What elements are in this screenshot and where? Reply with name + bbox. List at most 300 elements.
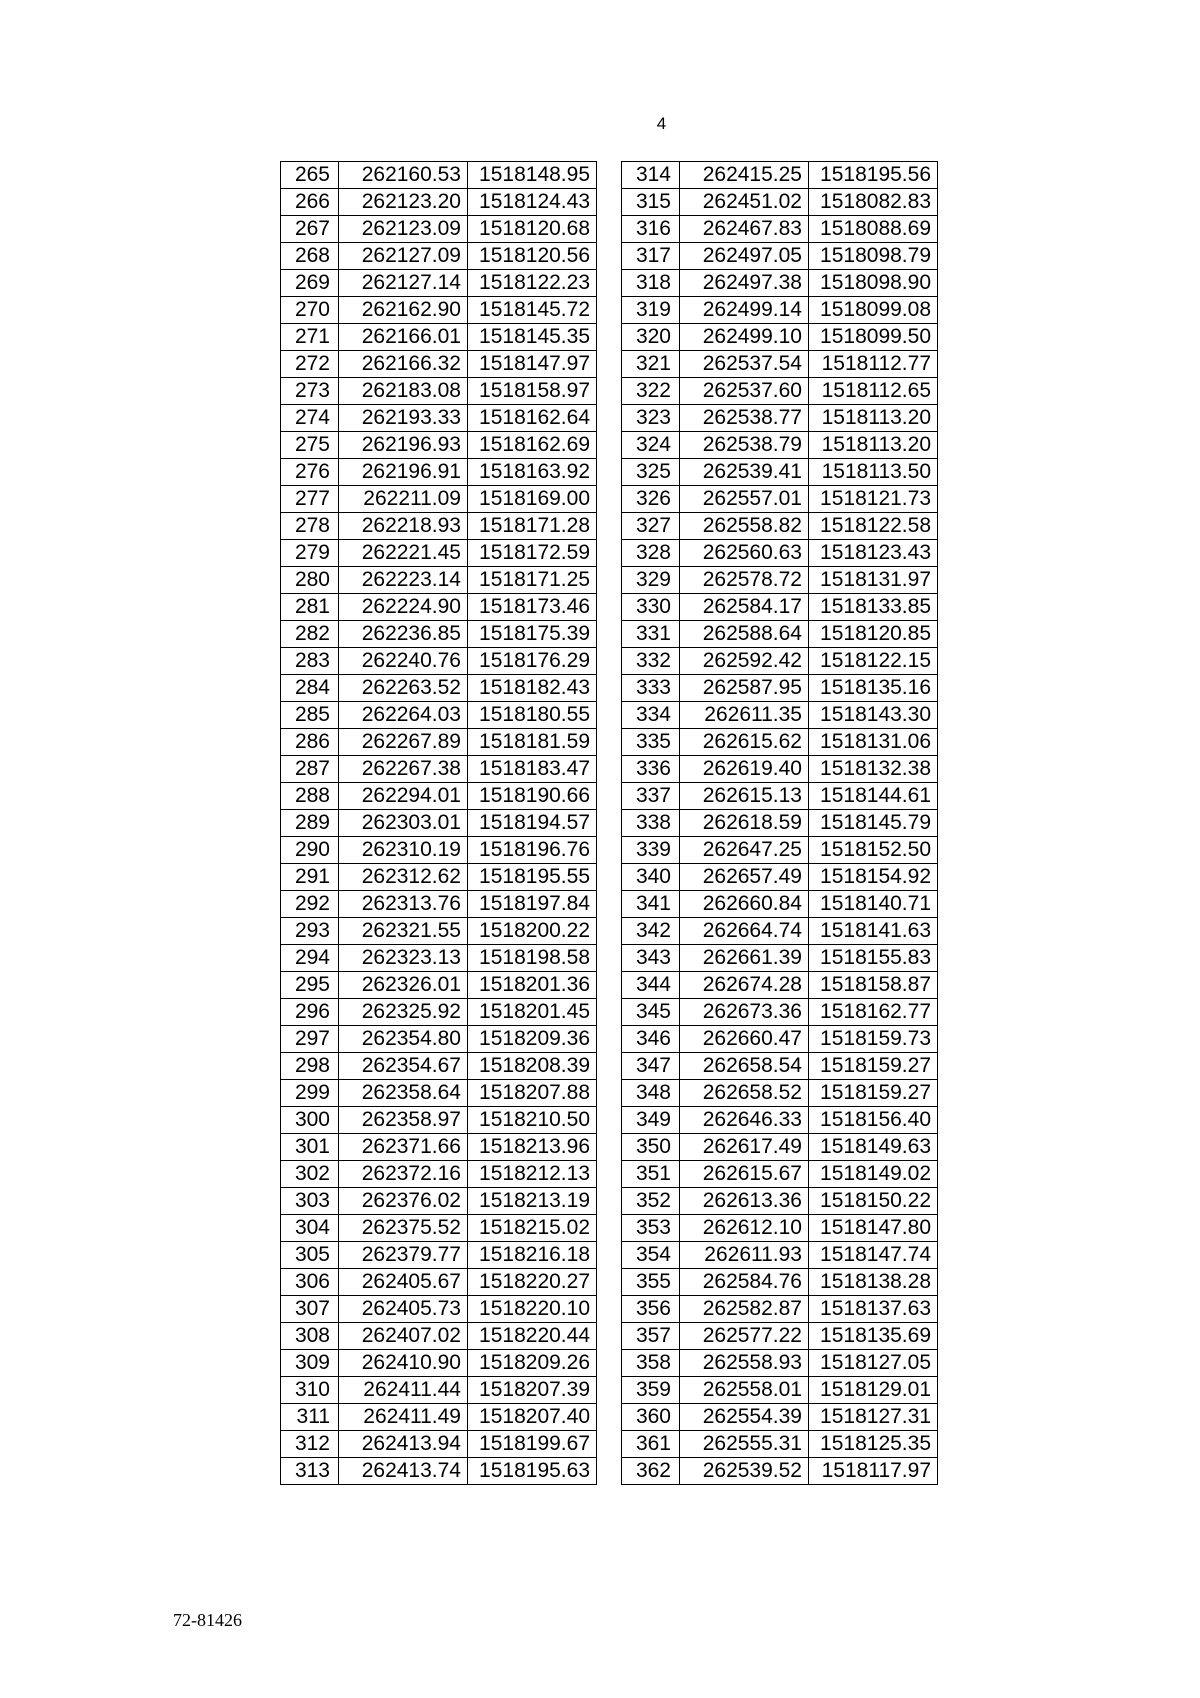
x-coordinate-cell: 262127.09 — [339, 243, 468, 270]
table-row — [622, 405, 938, 432]
y-coordinate-cell: 1518207.88 — [468, 1080, 597, 1107]
table-row — [281, 621, 597, 648]
table-row — [281, 1377, 597, 1404]
y-coordinate-cell: 1518152.50 — [809, 837, 938, 864]
x-coordinate-cell: 262584.76 — [680, 1269, 809, 1296]
y-coordinate-cell: 1518181.59 — [468, 729, 597, 756]
y-coordinate-cell: 1518159.73 — [809, 1026, 938, 1053]
x-coordinate-cell: 262263.52 — [339, 675, 468, 702]
y-coordinate-cell: 1518216.18 — [468, 1242, 597, 1269]
point-number-cell: 315 — [622, 189, 680, 216]
point-number-cell: 298 — [281, 1053, 339, 1080]
table-row — [281, 1242, 597, 1269]
x-coordinate-cell: 262123.20 — [339, 189, 468, 216]
x-coordinate-cell: 262673.36 — [680, 999, 809, 1026]
y-coordinate-cell: 1518200.22 — [468, 918, 597, 945]
x-coordinate-cell: 262127.14 — [339, 270, 468, 297]
y-coordinate-cell: 1518199.67 — [468, 1431, 597, 1458]
table-row — [281, 513, 597, 540]
y-coordinate-cell: 1518127.31 — [809, 1404, 938, 1431]
x-coordinate-cell: 262615.62 — [680, 729, 809, 756]
point-number-cell: 330 — [622, 594, 680, 621]
table-row — [281, 405, 597, 432]
point-number-cell: 349 — [622, 1107, 680, 1134]
point-number-cell: 295 — [281, 972, 339, 999]
point-number-cell: 299 — [281, 1080, 339, 1107]
x-coordinate-cell: 262411.44 — [339, 1377, 468, 1404]
point-number-cell: 277 — [281, 486, 339, 513]
point-number-cell: 292 — [281, 891, 339, 918]
y-coordinate-cell: 1518163.92 — [468, 459, 597, 486]
table-row — [281, 1188, 597, 1215]
y-coordinate-cell: 1518212.13 — [468, 1161, 597, 1188]
x-coordinate-cell: 262539.41 — [680, 459, 809, 486]
point-number-cell: 324 — [622, 432, 680, 459]
table-row — [622, 189, 938, 216]
y-coordinate-cell: 1518147.80 — [809, 1215, 938, 1242]
y-coordinate-cell: 1518171.28 — [468, 513, 597, 540]
x-coordinate-cell: 262294.01 — [339, 783, 468, 810]
point-number-cell: 354 — [622, 1242, 680, 1269]
table-row — [622, 999, 938, 1026]
point-number-cell: 266 — [281, 189, 339, 216]
y-coordinate-cell: 1518155.83 — [809, 945, 938, 972]
table-row — [622, 432, 938, 459]
point-number-cell: 267 — [281, 216, 339, 243]
y-coordinate-cell: 1518113.20 — [809, 405, 938, 432]
y-coordinate-cell: 1518131.06 — [809, 729, 938, 756]
table-row — [281, 1134, 597, 1161]
point-number-cell: 339 — [622, 837, 680, 864]
point-number-cell: 271 — [281, 324, 339, 351]
y-coordinate-cell: 1518175.39 — [468, 621, 597, 648]
x-coordinate-cell: 262554.39 — [680, 1404, 809, 1431]
x-coordinate-cell: 262611.35 — [680, 702, 809, 729]
point-number-cell: 289 — [281, 810, 339, 837]
y-coordinate-cell: 1518162.77 — [809, 999, 938, 1026]
point-number-cell: 319 — [622, 297, 680, 324]
point-number-cell: 272 — [281, 351, 339, 378]
x-coordinate-cell: 262376.02 — [339, 1188, 468, 1215]
y-coordinate-cell: 1518120.68 — [468, 216, 597, 243]
x-coordinate-cell: 262405.67 — [339, 1269, 468, 1296]
point-number-cell: 302 — [281, 1161, 339, 1188]
point-number-cell: 288 — [281, 783, 339, 810]
point-number-cell: 280 — [281, 567, 339, 594]
table-row — [622, 216, 938, 243]
y-coordinate-cell: 1518113.20 — [809, 432, 938, 459]
table-row — [622, 486, 938, 513]
x-coordinate-cell: 262323.13 — [339, 945, 468, 972]
x-coordinate-cell: 262312.62 — [339, 864, 468, 891]
y-coordinate-cell: 1518145.79 — [809, 810, 938, 837]
table-row — [281, 1458, 597, 1485]
table-row — [281, 486, 597, 513]
x-coordinate-cell: 262354.67 — [339, 1053, 468, 1080]
table-row — [281, 270, 597, 297]
y-coordinate-cell: 1518183.47 — [468, 756, 597, 783]
x-coordinate-cell: 262619.40 — [680, 756, 809, 783]
point-number-cell: 332 — [622, 648, 680, 675]
table-row — [622, 567, 938, 594]
table-row — [622, 1377, 938, 1404]
x-coordinate-cell: 262664.74 — [680, 918, 809, 945]
point-number-cell: 342 — [622, 918, 680, 945]
x-coordinate-cell: 262646.33 — [680, 1107, 809, 1134]
y-coordinate-cell: 1518195.55 — [468, 864, 597, 891]
x-coordinate-cell: 262411.49 — [339, 1404, 468, 1431]
point-number-cell: 306 — [281, 1269, 339, 1296]
y-coordinate-cell: 1518208.39 — [468, 1053, 597, 1080]
x-coordinate-cell: 262310.19 — [339, 837, 468, 864]
y-coordinate-cell: 1518125.35 — [809, 1431, 938, 1458]
x-coordinate-cell: 262557.01 — [680, 486, 809, 513]
y-coordinate-cell: 1518124.43 — [468, 189, 597, 216]
y-coordinate-cell: 1518138.28 — [809, 1269, 938, 1296]
point-number-cell: 281 — [281, 594, 339, 621]
x-coordinate-cell: 262538.77 — [680, 405, 809, 432]
y-coordinate-cell: 1518112.65 — [809, 378, 938, 405]
y-coordinate-cell: 1518207.40 — [468, 1404, 597, 1431]
x-coordinate-cell: 262267.89 — [339, 729, 468, 756]
point-number-cell: 307 — [281, 1296, 339, 1323]
table-row — [281, 1431, 597, 1458]
table-row — [281, 1161, 597, 1188]
y-coordinate-cell: 1518120.85 — [809, 621, 938, 648]
x-coordinate-cell: 262658.54 — [680, 1053, 809, 1080]
table-row — [281, 810, 597, 837]
point-number-cell: 278 — [281, 513, 339, 540]
point-number-cell: 312 — [281, 1431, 339, 1458]
table-row — [622, 1323, 938, 1350]
y-coordinate-cell: 1518140.71 — [809, 891, 938, 918]
point-number-cell: 343 — [622, 945, 680, 972]
x-coordinate-cell: 262303.01 — [339, 810, 468, 837]
table-row — [622, 1215, 938, 1242]
point-number-cell: 321 — [622, 351, 680, 378]
table-row — [622, 324, 938, 351]
point-number-cell: 301 — [281, 1134, 339, 1161]
x-coordinate-cell: 262218.93 — [339, 513, 468, 540]
x-coordinate-cell: 262611.93 — [680, 1242, 809, 1269]
y-coordinate-cell: 1518121.73 — [809, 486, 938, 513]
table-row — [281, 1215, 597, 1242]
point-number-cell: 308 — [281, 1323, 339, 1350]
table-row — [622, 648, 938, 675]
point-number-cell: 333 — [622, 675, 680, 702]
y-coordinate-cell: 1518169.00 — [468, 486, 597, 513]
table-row — [281, 891, 597, 918]
x-coordinate-cell: 262196.93 — [339, 432, 468, 459]
point-number-cell: 318 — [622, 270, 680, 297]
x-coordinate-cell: 262539.52 — [680, 1458, 809, 1485]
table-row — [281, 243, 597, 270]
x-coordinate-cell: 262661.39 — [680, 945, 809, 972]
x-coordinate-cell: 262379.77 — [339, 1242, 468, 1269]
table-row — [281, 216, 597, 243]
table-row — [281, 324, 597, 351]
y-coordinate-cell: 1518195.63 — [468, 1458, 597, 1485]
table-row — [622, 594, 938, 621]
x-coordinate-cell: 262326.01 — [339, 972, 468, 999]
y-coordinate-cell: 1518141.63 — [809, 918, 938, 945]
point-number-cell: 331 — [622, 621, 680, 648]
y-coordinate-cell: 1518215.02 — [468, 1215, 597, 1242]
point-number-cell: 352 — [622, 1188, 680, 1215]
y-coordinate-cell: 1518099.50 — [809, 324, 938, 351]
x-coordinate-cell: 262313.76 — [339, 891, 468, 918]
y-coordinate-cell: 1518220.10 — [468, 1296, 597, 1323]
x-coordinate-cell: 262160.53 — [339, 162, 468, 189]
x-coordinate-cell: 262560.63 — [680, 540, 809, 567]
x-coordinate-cell: 262587.95 — [680, 675, 809, 702]
y-coordinate-cell: 1518088.69 — [809, 216, 938, 243]
table-row — [622, 1053, 938, 1080]
x-coordinate-cell: 262467.83 — [680, 216, 809, 243]
y-coordinate-cell: 1518158.87 — [809, 972, 938, 999]
point-number-cell: 316 — [622, 216, 680, 243]
y-coordinate-cell: 1518112.77 — [809, 351, 938, 378]
table-row — [622, 1080, 938, 1107]
table-row — [281, 1053, 597, 1080]
table-row — [622, 378, 938, 405]
table-row — [622, 1242, 938, 1269]
table-row — [281, 1107, 597, 1134]
x-coordinate-cell: 262537.60 — [680, 378, 809, 405]
table-row — [281, 756, 597, 783]
y-coordinate-cell: 1518147.97 — [468, 351, 597, 378]
x-coordinate-cell: 262413.94 — [339, 1431, 468, 1458]
y-coordinate-cell: 1518144.61 — [809, 783, 938, 810]
y-coordinate-cell: 1518195.56 — [809, 162, 938, 189]
y-coordinate-cell: 1518159.27 — [809, 1053, 938, 1080]
x-coordinate-cell: 262657.49 — [680, 864, 809, 891]
y-coordinate-cell: 1518127.05 — [809, 1350, 938, 1377]
table-row — [622, 891, 938, 918]
x-coordinate-cell: 262618.59 — [680, 810, 809, 837]
point-number-cell: 326 — [622, 486, 680, 513]
y-coordinate-cell: 1518196.76 — [468, 837, 597, 864]
table-row — [622, 675, 938, 702]
table-row — [622, 1107, 938, 1134]
table-row — [281, 1296, 597, 1323]
point-number-cell: 313 — [281, 1458, 339, 1485]
x-coordinate-cell: 262223.14 — [339, 567, 468, 594]
y-coordinate-cell: 1518201.45 — [468, 999, 597, 1026]
table-row — [622, 1134, 938, 1161]
point-number-cell: 353 — [622, 1215, 680, 1242]
y-coordinate-cell: 1518143.30 — [809, 702, 938, 729]
table-row — [622, 297, 938, 324]
y-coordinate-cell: 1518180.55 — [468, 702, 597, 729]
point-number-cell: 314 — [622, 162, 680, 189]
point-number-cell: 329 — [622, 567, 680, 594]
x-coordinate-cell: 262577.22 — [680, 1323, 809, 1350]
point-number-cell: 291 — [281, 864, 339, 891]
y-coordinate-cell: 1518173.46 — [468, 594, 597, 621]
table-row — [622, 1404, 938, 1431]
y-coordinate-cell: 1518082.83 — [809, 189, 938, 216]
point-number-cell: 276 — [281, 459, 339, 486]
point-number-cell: 265 — [281, 162, 339, 189]
table-row — [281, 648, 597, 675]
x-coordinate-cell: 262615.13 — [680, 783, 809, 810]
point-number-cell: 350 — [622, 1134, 680, 1161]
y-coordinate-cell: 1518207.39 — [468, 1377, 597, 1404]
table-row — [622, 918, 938, 945]
coordinates-table-right — [621, 161, 938, 1485]
point-number-cell: 327 — [622, 513, 680, 540]
x-coordinate-cell: 262196.91 — [339, 459, 468, 486]
table-row — [622, 945, 938, 972]
table-row — [281, 918, 597, 945]
x-coordinate-cell: 262613.36 — [680, 1188, 809, 1215]
point-number-cell: 346 — [622, 1026, 680, 1053]
x-coordinate-cell: 262674.28 — [680, 972, 809, 999]
point-number-cell: 311 — [281, 1404, 339, 1431]
x-coordinate-cell: 262405.73 — [339, 1296, 468, 1323]
x-coordinate-cell: 262413.74 — [339, 1458, 468, 1485]
point-number-cell: 282 — [281, 621, 339, 648]
x-coordinate-cell: 262555.31 — [680, 1431, 809, 1458]
point-number-cell: 279 — [281, 540, 339, 567]
y-coordinate-cell: 1518147.74 — [809, 1242, 938, 1269]
table-row — [281, 351, 597, 378]
point-number-cell: 303 — [281, 1188, 339, 1215]
y-coordinate-cell: 1518149.63 — [809, 1134, 938, 1161]
document-code: 72-81426 — [173, 1610, 242, 1630]
y-coordinate-cell: 1518098.79 — [809, 243, 938, 270]
table-row — [281, 567, 597, 594]
page-number: 4 — [656, 114, 667, 133]
table-row — [622, 270, 938, 297]
y-coordinate-cell: 1518182.43 — [468, 675, 597, 702]
table-row — [281, 837, 597, 864]
y-coordinate-cell: 1518148.95 — [468, 162, 597, 189]
table-row — [281, 297, 597, 324]
point-number-cell: 334 — [622, 702, 680, 729]
y-coordinate-cell: 1518133.85 — [809, 594, 938, 621]
x-coordinate-cell: 262558.82 — [680, 513, 809, 540]
x-coordinate-cell: 262166.32 — [339, 351, 468, 378]
point-number-cell: 320 — [622, 324, 680, 351]
x-coordinate-cell: 262358.97 — [339, 1107, 468, 1134]
x-coordinate-cell: 262407.02 — [339, 1323, 468, 1350]
table-row — [622, 351, 938, 378]
point-number-cell: 351 — [622, 1161, 680, 1188]
point-number-cell: 275 — [281, 432, 339, 459]
point-number-cell: 338 — [622, 810, 680, 837]
point-number-cell: 360 — [622, 1404, 680, 1431]
point-number-cell: 361 — [622, 1431, 680, 1458]
table-row — [622, 1350, 938, 1377]
point-number-cell: 328 — [622, 540, 680, 567]
x-coordinate-cell: 262584.17 — [680, 594, 809, 621]
y-coordinate-cell: 1518123.43 — [809, 540, 938, 567]
y-coordinate-cell: 1518201.36 — [468, 972, 597, 999]
point-number-cell: 357 — [622, 1323, 680, 1350]
x-coordinate-cell: 262617.49 — [680, 1134, 809, 1161]
y-coordinate-cell: 1518209.36 — [468, 1026, 597, 1053]
point-number-cell: 269 — [281, 270, 339, 297]
table-row — [281, 594, 597, 621]
x-coordinate-cell: 262211.09 — [339, 486, 468, 513]
point-number-cell: 362 — [622, 1458, 680, 1485]
y-coordinate-cell: 1518154.92 — [809, 864, 938, 891]
y-coordinate-cell: 1518135.69 — [809, 1323, 938, 1350]
x-coordinate-cell: 262410.90 — [339, 1350, 468, 1377]
point-number-cell: 294 — [281, 945, 339, 972]
table-row — [622, 837, 938, 864]
point-number-cell: 274 — [281, 405, 339, 432]
point-number-cell: 345 — [622, 999, 680, 1026]
table-row — [281, 459, 597, 486]
point-number-cell: 341 — [622, 891, 680, 918]
table-row — [281, 162, 597, 189]
x-coordinate-cell: 262371.66 — [339, 1134, 468, 1161]
table-row — [622, 1188, 938, 1215]
x-coordinate-cell: 262358.64 — [339, 1080, 468, 1107]
x-coordinate-cell: 262660.84 — [680, 891, 809, 918]
x-coordinate-cell: 262660.47 — [680, 1026, 809, 1053]
table-row — [622, 1458, 938, 1485]
y-coordinate-cell: 1518156.40 — [809, 1107, 938, 1134]
table-row — [622, 513, 938, 540]
table-row — [281, 729, 597, 756]
y-coordinate-cell: 1518172.59 — [468, 540, 597, 567]
point-number-cell: 358 — [622, 1350, 680, 1377]
y-coordinate-cell: 1518122.58 — [809, 513, 938, 540]
y-coordinate-cell: 1518137.63 — [809, 1296, 938, 1323]
table-row — [281, 189, 597, 216]
x-coordinate-cell: 262499.14 — [680, 297, 809, 324]
y-coordinate-cell: 1518132.38 — [809, 756, 938, 783]
point-number-cell: 309 — [281, 1350, 339, 1377]
point-number-cell: 347 — [622, 1053, 680, 1080]
table-row — [281, 702, 597, 729]
y-coordinate-cell: 1518131.97 — [809, 567, 938, 594]
x-coordinate-cell: 262578.72 — [680, 567, 809, 594]
table-row — [622, 702, 938, 729]
table-row — [281, 540, 597, 567]
table-row — [622, 972, 938, 999]
y-coordinate-cell: 1518213.19 — [468, 1188, 597, 1215]
y-coordinate-cell: 1518113.50 — [809, 459, 938, 486]
y-coordinate-cell: 1518198.58 — [468, 945, 597, 972]
point-number-cell: 287 — [281, 756, 339, 783]
table-row — [622, 162, 938, 189]
table-row — [622, 540, 938, 567]
table-row — [281, 1323, 597, 1350]
point-number-cell: 305 — [281, 1242, 339, 1269]
point-number-cell: 359 — [622, 1377, 680, 1404]
x-coordinate-cell: 262354.80 — [339, 1026, 468, 1053]
x-coordinate-cell: 262236.85 — [339, 621, 468, 648]
point-number-cell: 273 — [281, 378, 339, 405]
y-coordinate-cell: 1518162.64 — [468, 405, 597, 432]
table-row — [281, 432, 597, 459]
table-row — [281, 1404, 597, 1431]
table-row — [622, 810, 938, 837]
table-row — [622, 756, 938, 783]
x-coordinate-cell: 262658.52 — [680, 1080, 809, 1107]
y-coordinate-cell: 1518135.16 — [809, 675, 938, 702]
point-number-cell: 356 — [622, 1296, 680, 1323]
x-coordinate-cell: 262415.25 — [680, 162, 809, 189]
x-coordinate-cell: 262582.87 — [680, 1296, 809, 1323]
x-coordinate-cell: 262615.67 — [680, 1161, 809, 1188]
point-number-cell: 335 — [622, 729, 680, 756]
